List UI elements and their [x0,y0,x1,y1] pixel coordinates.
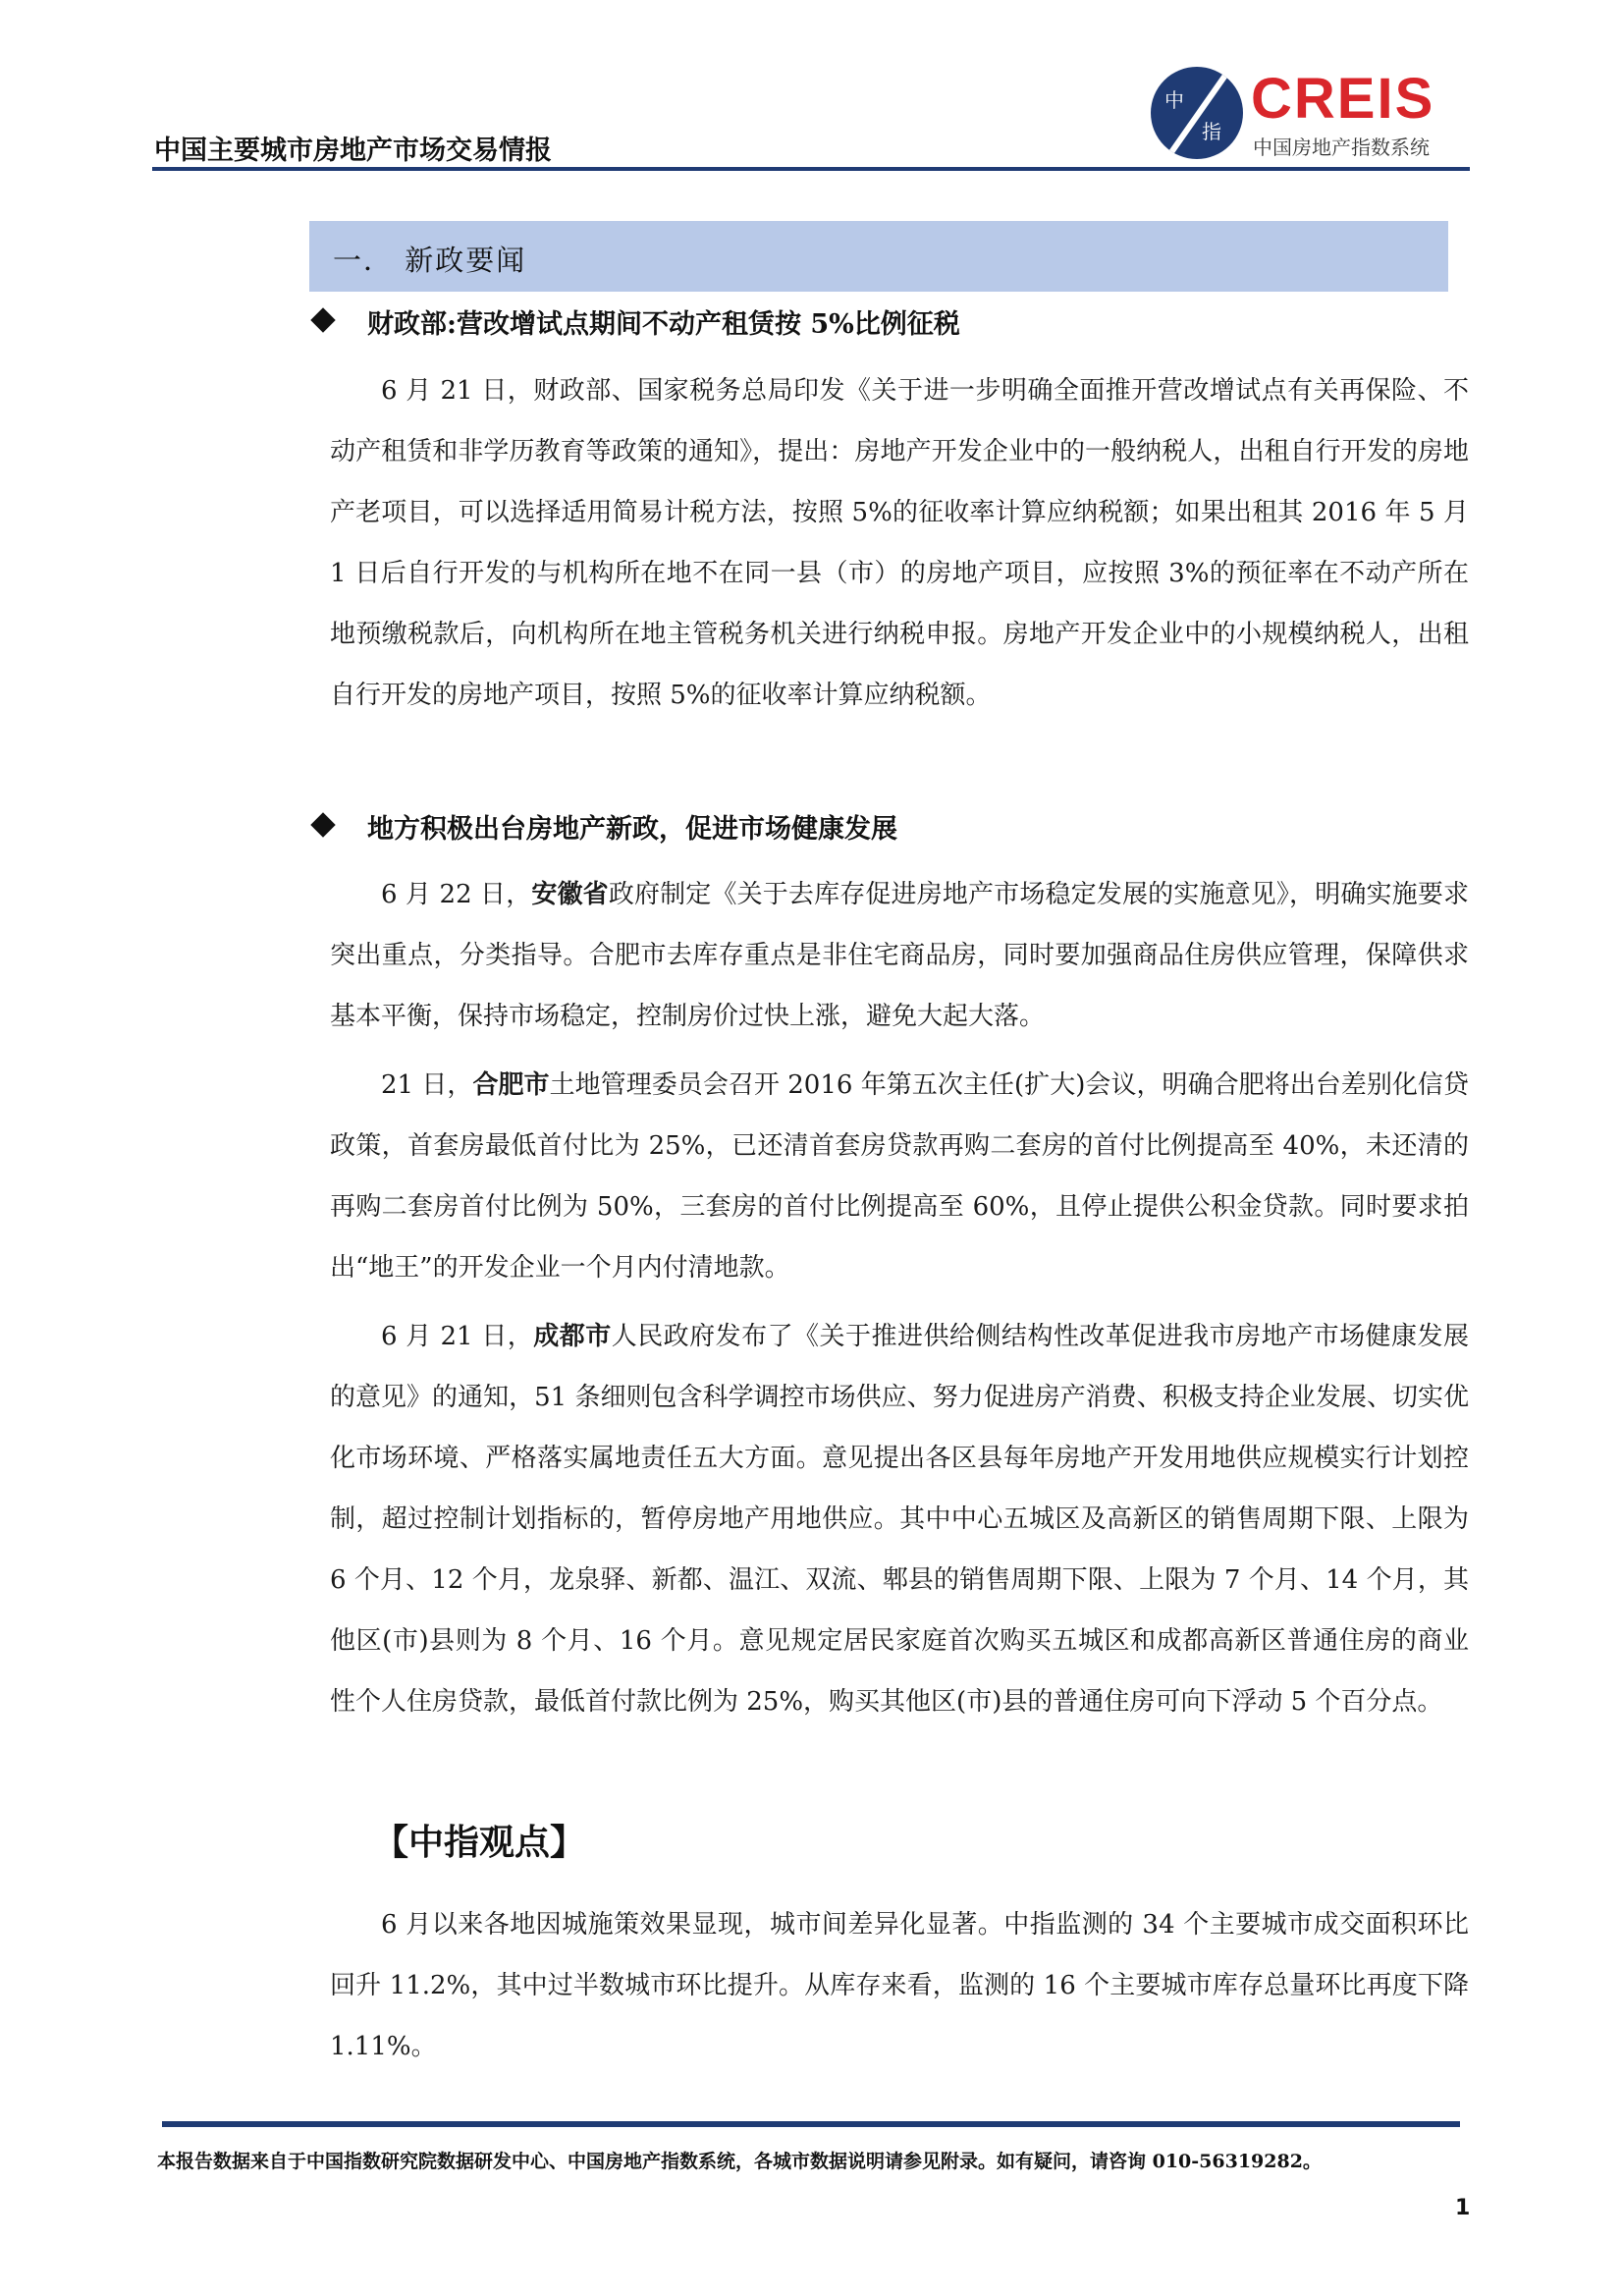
news-paragraph-anhui: 6 月 22 日，安徽省政府制定《关于去库存促进房地产市场稳定发展的实施意见》，明确实施要求突出重点，分类指导。合肥市去库存重点是非住宅商品房，同时要加强商品住房供应管理，保障供求基本平衡，保持市场稳定，控制房价过快上涨，避免大起大落。 [330,880,1469,1031]
logo-badge-char-1: 中 [1164,88,1184,112]
news-paragraph-hefei: 21 日，合肥市土地管理委员会召开 2016 年第五次主任(扩大)会议，明确合肥将出台差别化信贷政策，首套房最低首付比为 25%，已还清首套房贷款再购二套房的首付比例提高至 40%，未还清的再购二套房首付比例为 50%，三套房的首付比例提高至 60%，且停止提供公积金贷款。同时要求拍出“地王”的开发企业一个月内付清地款。 [330,1070,1469,1283]
logo-badge-icon [1151,67,1243,159]
diamond-bullet-icon [310,812,335,837]
section-header [309,221,1448,292]
section-title: 一． 新政要闻 [333,244,527,277]
footer-note: 本报告数据来自于中国指数研究院数据研发中心、中国房地产指数系统，各城市数据说明请参见附录。如有疑问，请咨询 010-56319282。 [157,2151,1322,2172]
news-paragraph-chengdu: 6 月 21 日，成都市人民政府发布了《关于推进供给侧结构性改革促进我市房地产市场健康发展的意见》的通知，51 条细则包含科学调控市场供应、努力促进房产消费、积极支持企业发展、切实优化市场环境、严格落实属地责任五大方面。意见提出各区县每年房地产开发用地供应规模实行计划控制，超过控制计划指标的，暂停房地产用地供应。其中中心五城区及高新区的销售周期下限、上限为 6 个月、12 个月，龙泉驿、新都、温江、双流、郫县的销售周期下限、上限为 7 个月、14 个月，其他区(市)县则为 8 个月、16 个月。意见规定居民家庭首次购买五城区和成都高新区普通住房的商业性个人住房贷款，最低首付款比例为 25%，购买其他区(市)县的普通住房可向下浮动 5 个百分点。 [330,1322,1469,1717]
report-title: 中国主要城市房地产市场交易情报 [154,136,552,166]
page-number: 1 [1455,2196,1471,2220]
logo-badge-char-2: 指 [1202,120,1221,143]
creis-logo [1151,67,1475,165]
opinion-title: 【中指观点】 [373,1822,586,1863]
logo-subtitle: 中国房地产指数系统 [1253,136,1430,159]
opinion-paragraph: 6 月以来各地因城施策效果显现，城市间差异化显著。中指监测的 34 个主要城市成交面积环比回升 11.2%，其中过半数城市环比提升。从库存来看，监测的 16 个主要城市库存总量环比再度下降 1.11%。 [330,1910,1469,2061]
logo-wordmark: CREIS [1251,67,1435,131]
header-divider [152,167,1470,171]
diamond-bullet-icon [310,307,335,332]
news-paragraph: 6 月 21 日，财政部、国家税务总局印发《关于进一步明确全面推开营改增试点有关再保险、不动产租赁和非学历教育等政策的通知》，提出：房地产开发企业中的一般纳税人，出租自行开发的房地产老项目，可以选择适用简易计税方法，按照 5%的征收率计算应纳税额；如果出租其 2016 年 5 月 1 日后自行开发的与机构所在地不在同一县（市）的房地产项目，应按照 3%的预征率在不动产所在地预缴税款后，向机构所在地主管税务机关进行纳税申报。房地产开发企业中的小规模纳税人，出租自行开发的房地产项目，按照 5%的征收率计算应纳税额。 [330,376,1469,710]
footer-divider [162,2121,1460,2127]
